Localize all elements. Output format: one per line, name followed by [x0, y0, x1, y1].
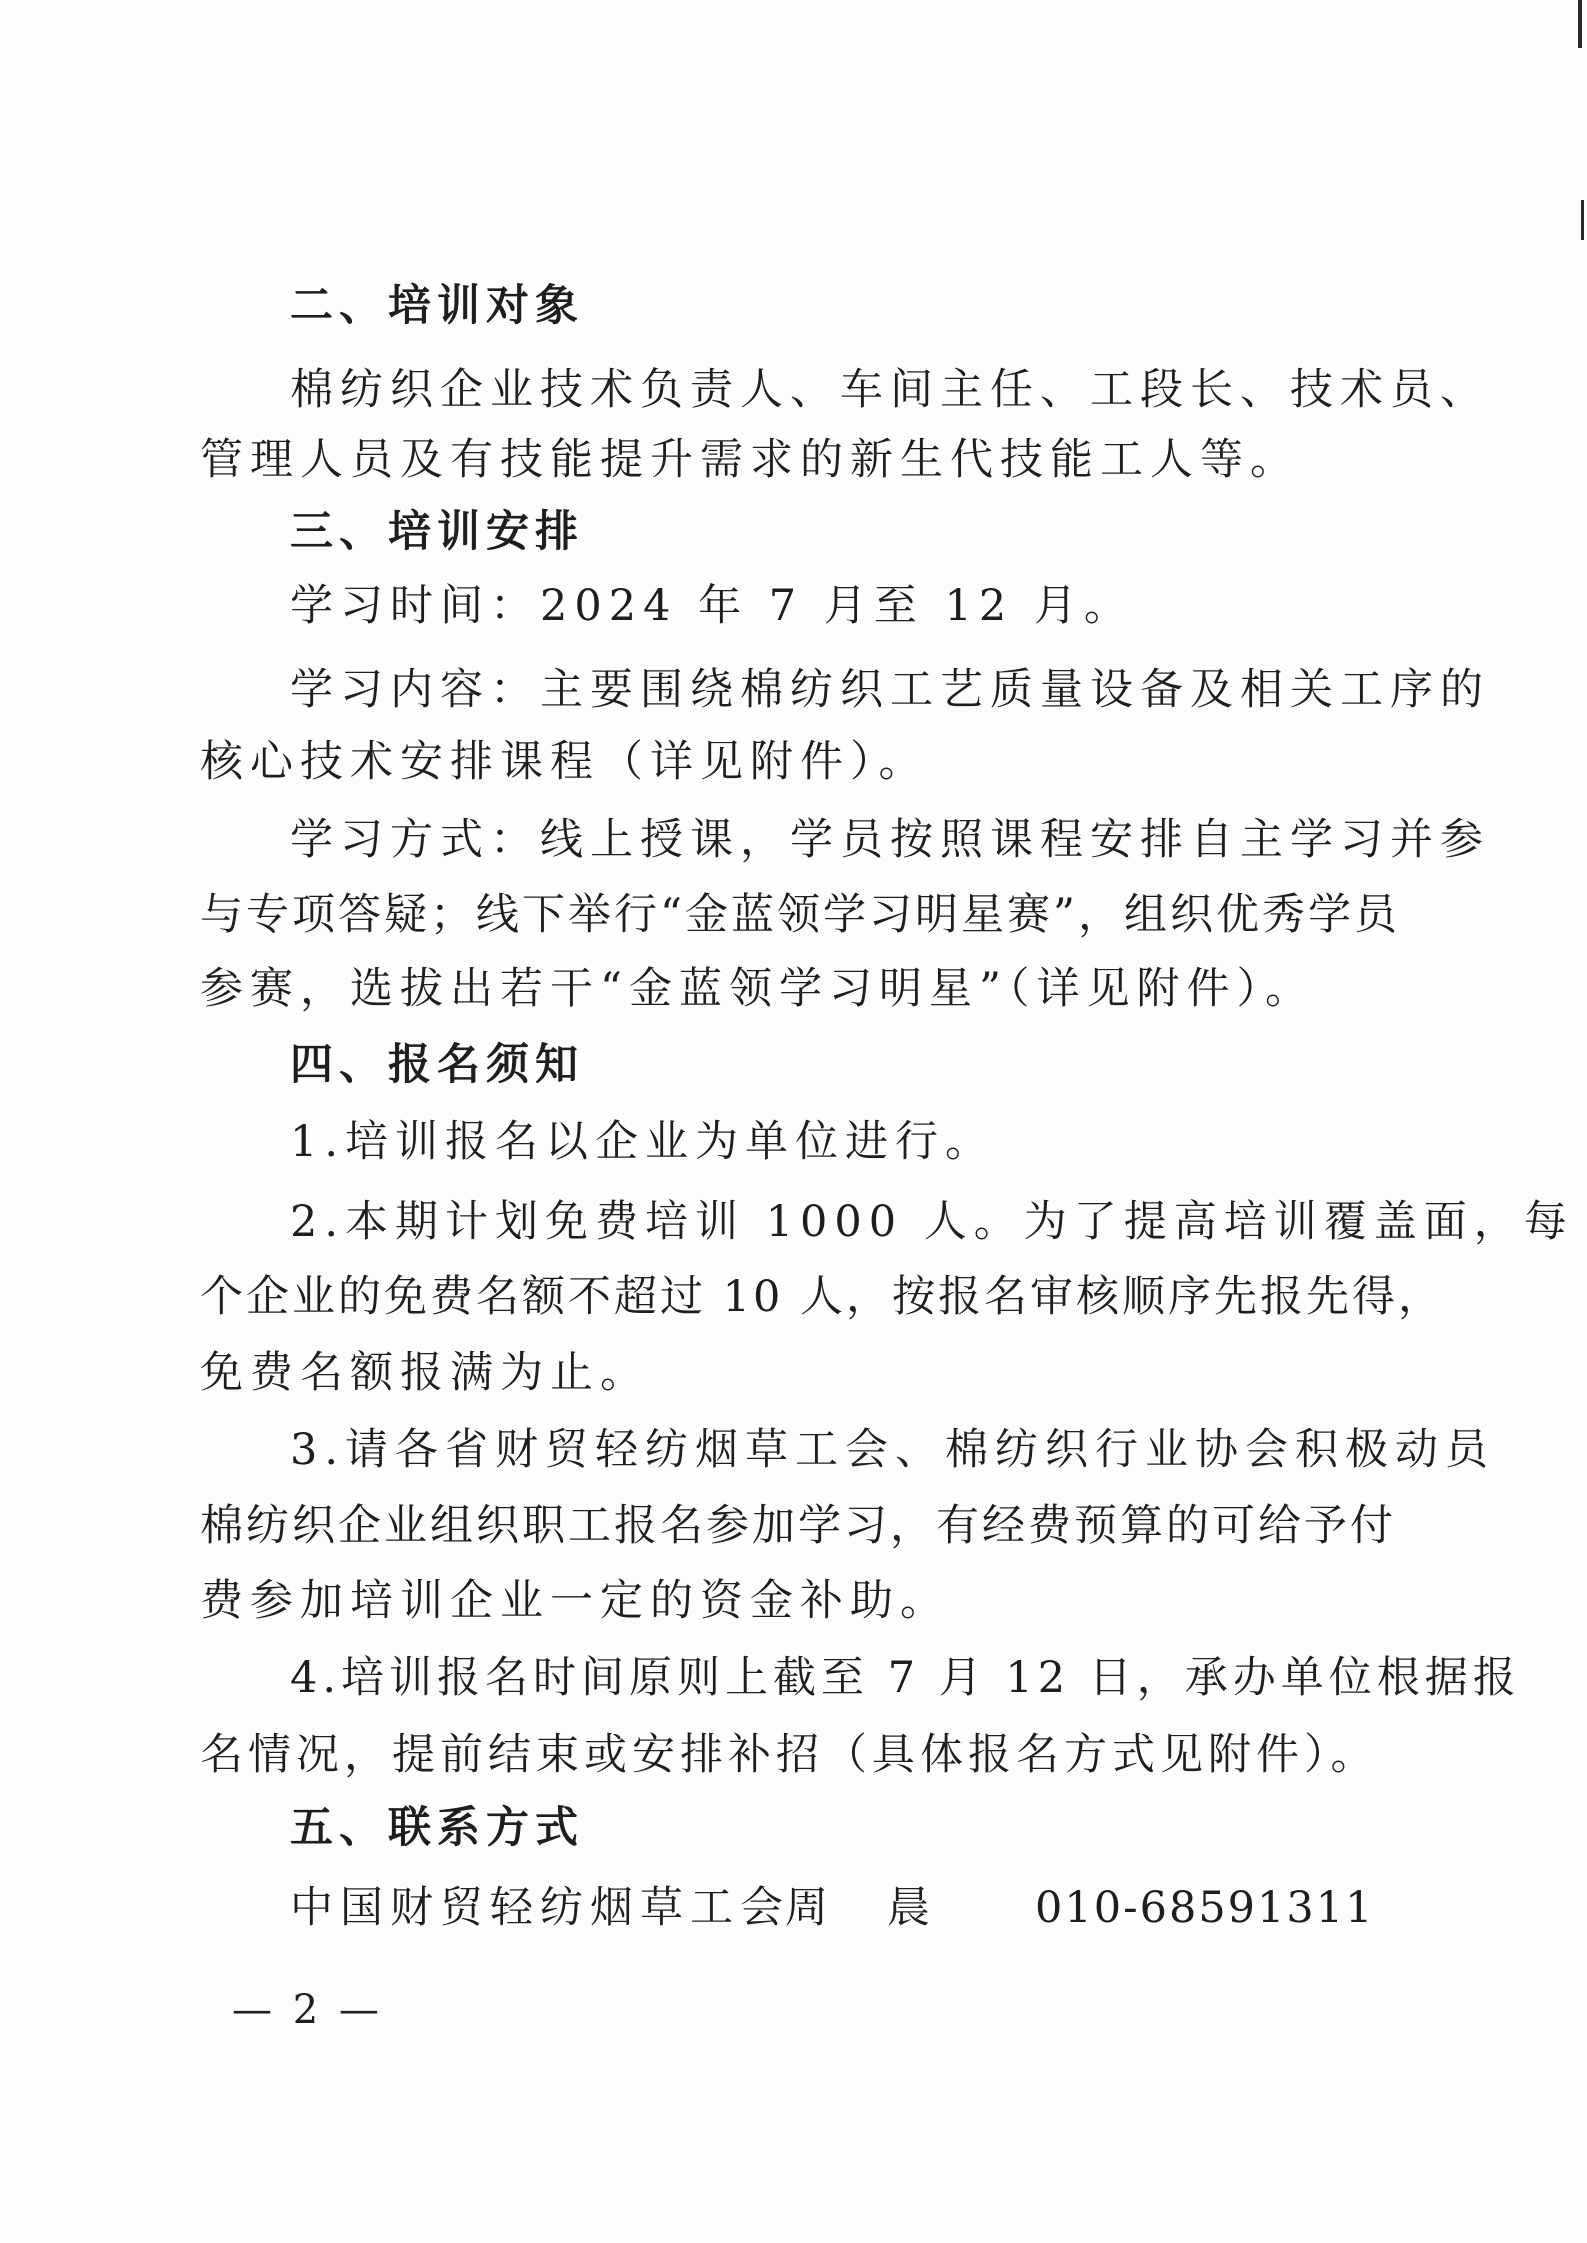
paragraph-line: 1.培训报名以企业为单位进行。 [290, 1117, 996, 1167]
paragraph-line: 4.培训报名时间原则上截至 7 月 12 日，承办单位根据报 [290, 1653, 1521, 1703]
contact-organization: 中国财贸轻纺烟草工会 [290, 1883, 790, 1933]
contact-person: 周 晨 [785, 1883, 938, 1933]
paragraph-line: 学习时间：2024 年 7 月至 12 月。 [290, 581, 1134, 631]
section-heading-objects: 二、培训对象 [290, 281, 584, 331]
scan-edge-mark-mid [1581, 200, 1584, 240]
paragraph-line: 参赛，选拔出若干“金蓝领学习明星”（详见附件）。 [200, 964, 1315, 1014]
page-number: — 2 — [232, 1987, 383, 2033]
paragraph-line: 棉纺织企业组织职工报名参加学习，有经费预算的可给予付 [200, 1501, 1396, 1551]
contact-phone: 010-68591311 [1035, 1883, 1375, 1933]
paragraph-line: 3.请各省财贸轻纺烟草工会、棉纺织行业协会积极动员 [290, 1425, 1496, 1475]
section-heading-contact: 五、联系方式 [290, 1803, 584, 1853]
paragraph-line: 棉纺织企业技术负责人、车间主任、工段长、技术员、 [290, 365, 1490, 415]
paragraph-line: 与专项答疑；线下举行“金蓝领学习明星赛”，组织优秀学员 [200, 890, 1400, 940]
section-heading-arrangement: 三、培训安排 [290, 507, 584, 557]
scan-edge-mark-top [1578, 0, 1582, 48]
section-heading-registration: 四、报名须知 [290, 1040, 584, 1090]
paragraph-line: 管理人员及有技能提升需求的新生代技能工人等。 [200, 435, 1300, 485]
paragraph-line: 学习方式：线上授课，学员按照课程安排自主学习并参 [290, 815, 1490, 865]
paragraph-line: 免费名额报满为止。 [200, 1348, 650, 1398]
paragraph-line: 学习内容：主要围绕棉纺织工艺质量设备及相关工序的 [290, 665, 1490, 715]
paragraph-line: 核心技术安排课程（详见附件）。 [200, 737, 929, 787]
paragraph-line: 2.本期计划免费培训 1000 人。为了提高培训覆盖面，每 [290, 1197, 1574, 1247]
paragraph-line: 个企业的免费名额不超过 10 人，按报名审核顺序先报先得， [200, 1272, 1445, 1322]
paragraph-line: 费参加培训企业一定的资金补助。 [200, 1576, 950, 1626]
paragraph-line: 名情况，提前结束或安排补招（具体报名方式见附件）。 [200, 1730, 1379, 1780]
